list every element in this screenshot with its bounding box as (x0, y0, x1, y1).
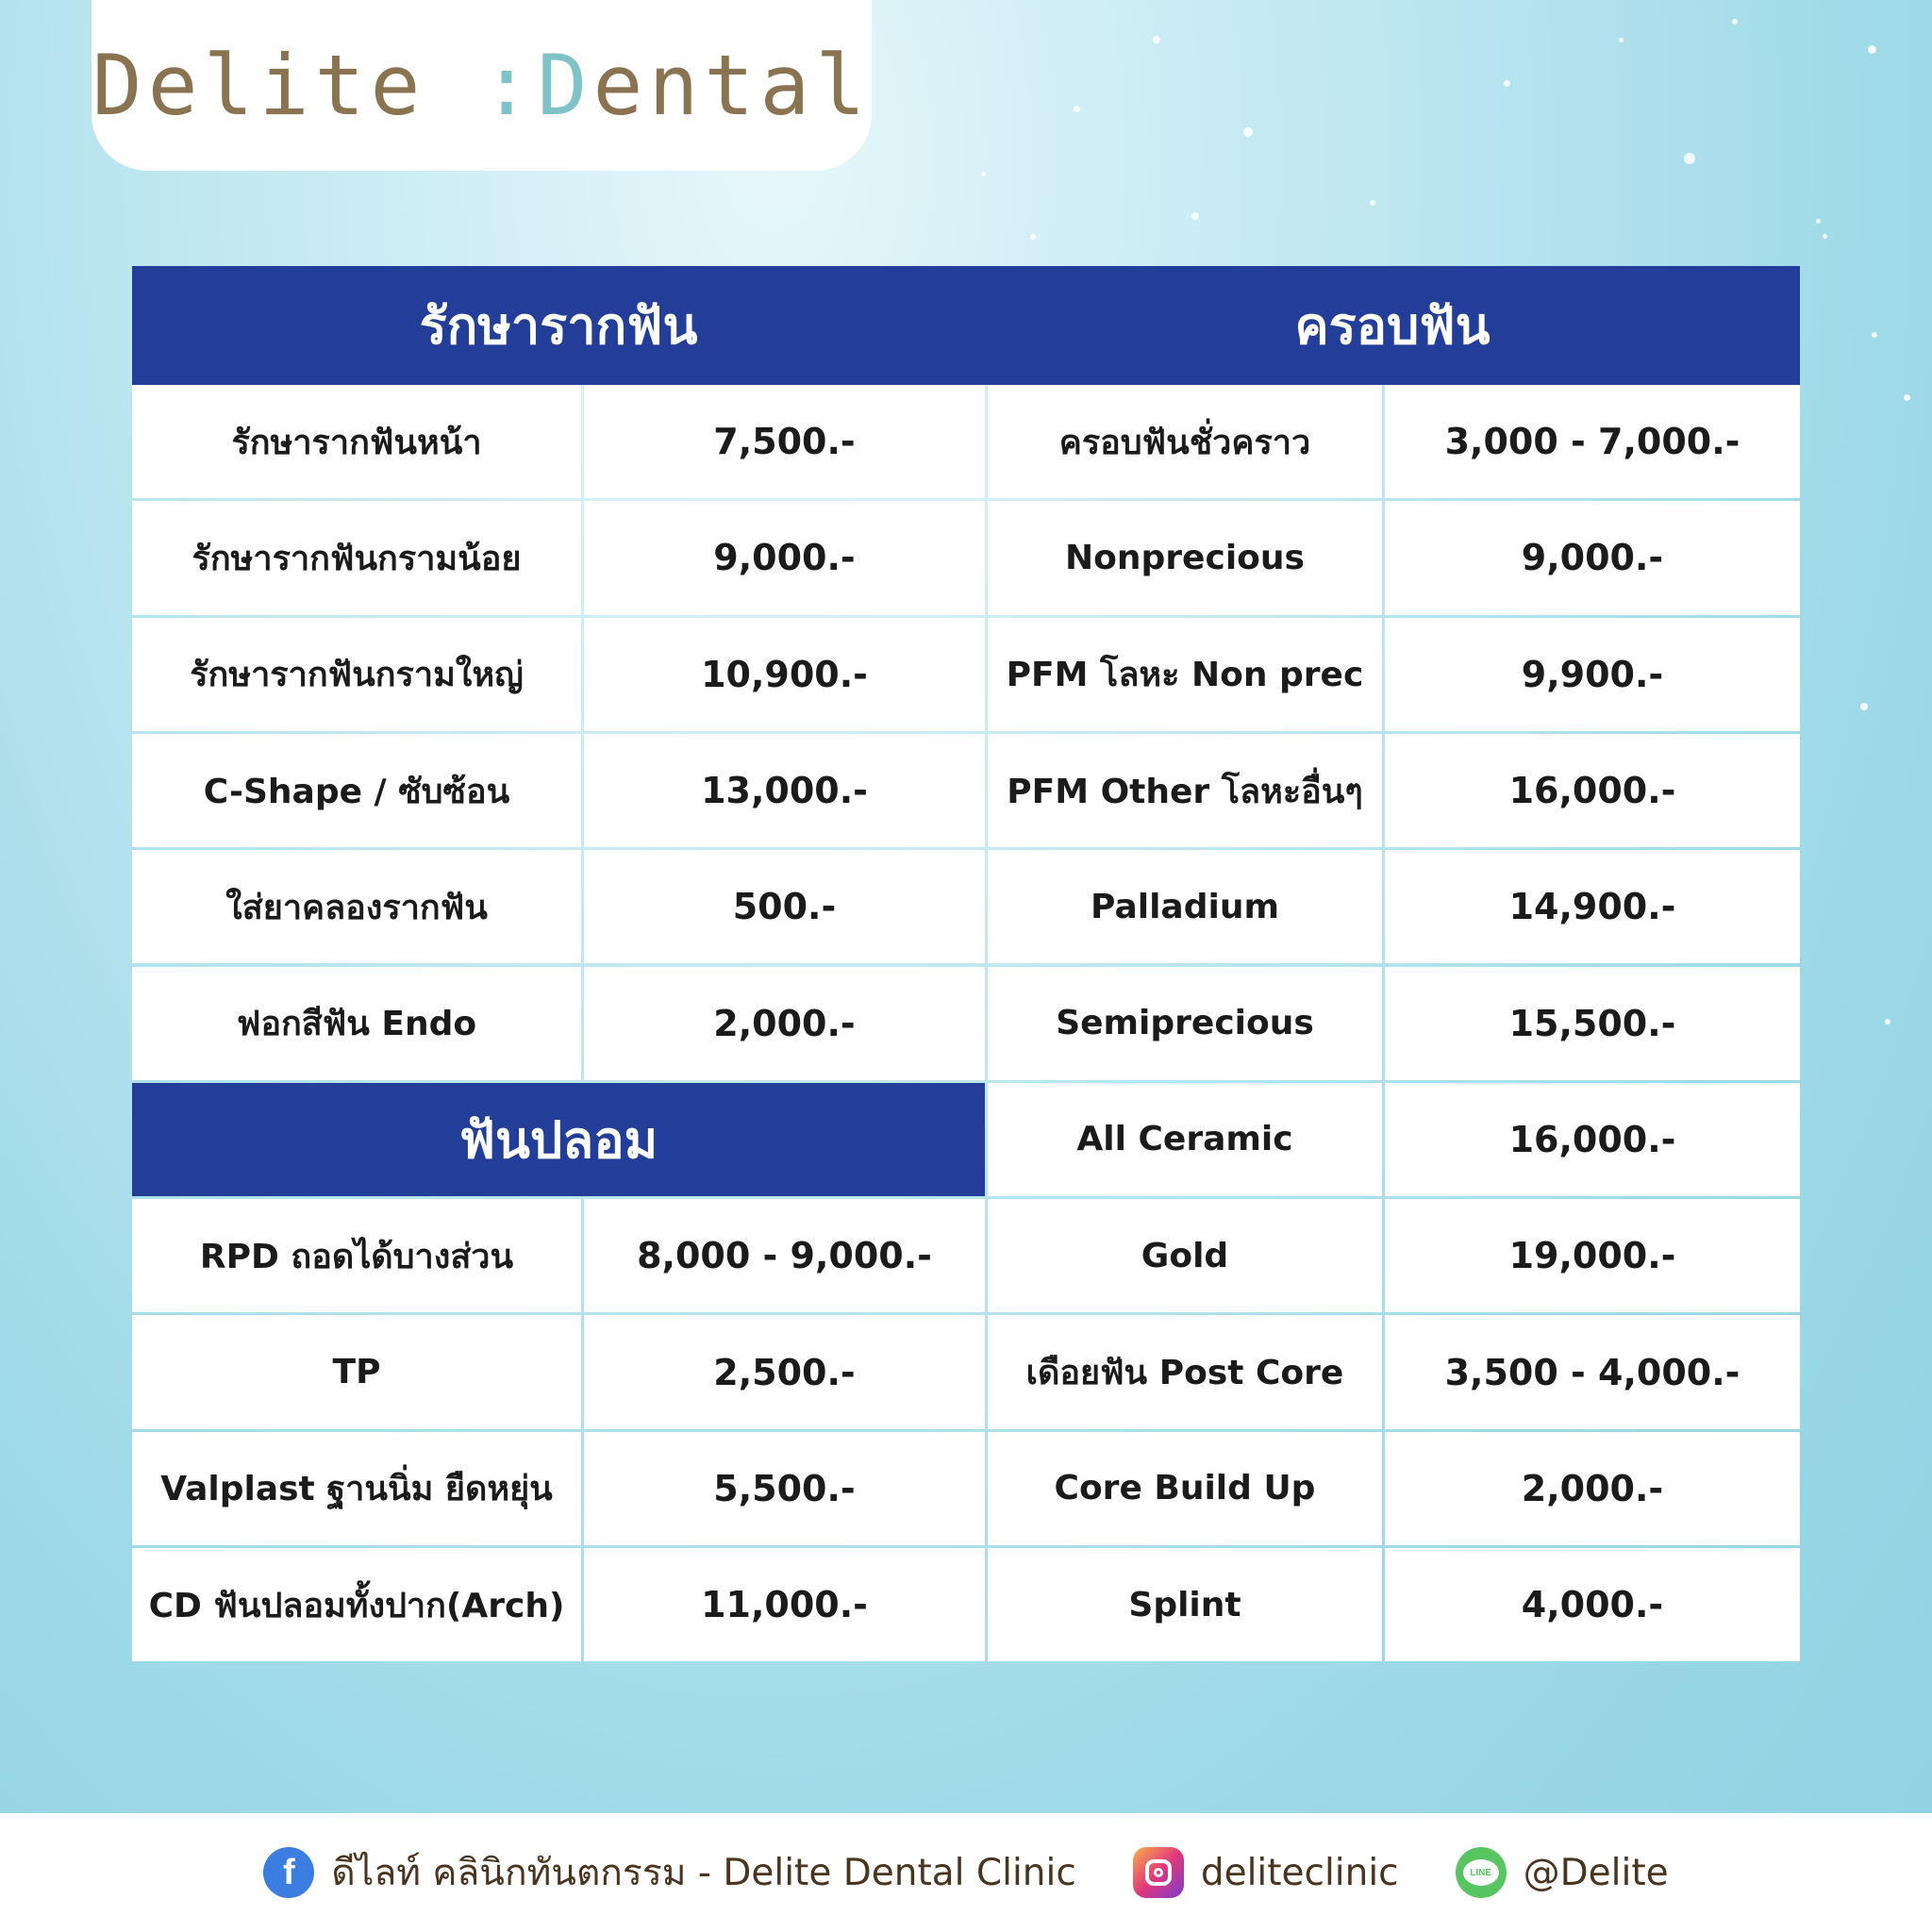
service-name: รักษารากฟันกรามน้อย (132, 501, 581, 614)
service-price: 2,000.- (584, 967, 985, 1080)
service-price: 9,000.- (1385, 501, 1800, 614)
service-price: 2,500.- (584, 1315, 985, 1428)
service-price: 15,500.- (1385, 967, 1800, 1080)
instagram-label: deliteclinic (1200, 1851, 1399, 1894)
service-price: 16,000.- (1385, 734, 1800, 847)
service-price: 8,000 - 9,000.- (584, 1199, 985, 1312)
service-name: Splint (988, 1548, 1382, 1661)
service-price: 10,900.- (584, 618, 985, 731)
service-name: PFM โลหะ Non prec (988, 618, 1382, 731)
service-name: ใส่ยาคลองรากฟัน (132, 850, 581, 963)
line-icon: LINE (1456, 1847, 1507, 1898)
service-price: 13,000.- (584, 734, 985, 847)
instagram-icon (1133, 1847, 1184, 1898)
service-name: เดือยฟัน Post Core (988, 1315, 1382, 1428)
facebook-icon: f (263, 1847, 314, 1898)
footer (0, 1813, 1932, 1932)
logo-card (92, 0, 872, 171)
service-name: Semiprecious (988, 967, 1382, 1080)
section-header-dentures: ฟันปลอม (132, 1083, 985, 1196)
service-price: 500.- (584, 850, 985, 963)
service-name: Valplast ฐานนิ่ม ยืดหยุ่น (132, 1432, 581, 1545)
service-price: 4,000.- (1385, 1548, 1800, 1661)
service-price: 3,000 - 7,000.- (1385, 385, 1800, 498)
price-table (132, 266, 1800, 1664)
service-name: รักษารากฟันกรามใหญ่ (132, 618, 581, 731)
service-name: TP (132, 1315, 581, 1428)
service-price: 19,000.- (1385, 1199, 1800, 1312)
service-name: Nonprecious (988, 501, 1382, 614)
service-price: 11,000.- (584, 1548, 985, 1661)
service-name: รักษารากฟันหน้า (132, 385, 581, 498)
service-price: 5,500.- (584, 1432, 985, 1545)
service-name: Core Build Up (988, 1432, 1382, 1545)
brand-logo: Delite :Dental (92, 37, 872, 134)
instagram-link[interactable] (1133, 1847, 1399, 1898)
service-name: CD ฟันปลอมทั้งปาก(Arch) (132, 1548, 581, 1661)
service-name: Gold (988, 1199, 1382, 1312)
section-header-root-canal: รักษารากฟัน (132, 266, 985, 385)
service-name: All Ceramic (988, 1083, 1382, 1196)
facebook-label: ดีไลท์ คลินิกทันตกรรม - Delite Dental Clinic (331, 1852, 1076, 1894)
service-price: 16,000.- (1385, 1083, 1800, 1196)
service-price: 14,900.- (1385, 850, 1800, 963)
service-name: ฟอกสีฟัน Endo (132, 967, 581, 1080)
line-link[interactable] (1456, 1847, 1669, 1898)
service-name: RPD ถอดได้บางส่วน (132, 1199, 581, 1312)
service-name: Palladium (988, 850, 1382, 963)
service-name: ครอบฟันชั่วคราว (988, 385, 1382, 498)
service-price: 9,900.- (1385, 618, 1800, 731)
section-header-crowns: ครอบฟัน (985, 266, 1800, 385)
service-name: PFM Other โลหะอื่นๆ (988, 734, 1382, 847)
service-price: 7,500.- (584, 385, 985, 498)
service-price: 9,000.- (584, 501, 985, 614)
line-label: @Delite (1523, 1851, 1669, 1894)
service-price: 2,000.- (1385, 1432, 1800, 1545)
service-name: C-Shape / ซับซ้อน (132, 734, 581, 847)
facebook-link[interactable] (263, 1843, 1075, 1902)
service-price: 3,500 - 4,000.- (1385, 1315, 1800, 1428)
